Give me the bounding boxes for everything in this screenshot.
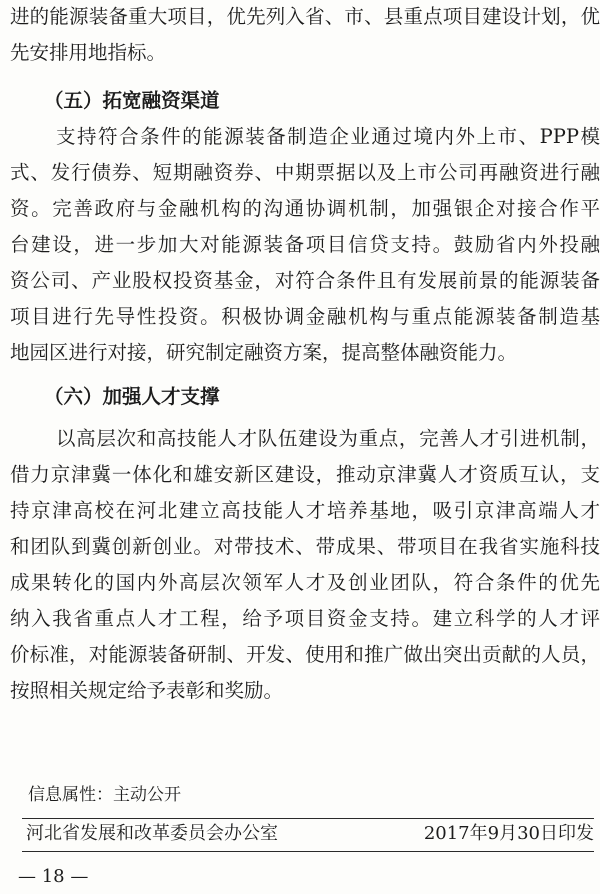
paragraph-line: 式、发行债券、短期融资券、中期票据以及上市公司再融资进行融: [10, 161, 600, 184]
paragraph-line: 先安排用地指标。: [10, 41, 167, 64]
paragraph-line: 台建设，进一步加大对能源装备项目信贷支持。鼓励省内外投融: [10, 233, 600, 256]
paragraph-line: 项目进行先导性投资。积极协调金融机构与重点能源装备制造基: [10, 305, 600, 328]
section-heading-5: （五）拓宽融资渠道: [44, 89, 220, 112]
issuing-office: 河北省发展和改革委员会办公室: [26, 823, 278, 844]
paragraph-line: 支持符合条件的能源装备制造企业通过境内外上市、PPP模: [56, 125, 600, 148]
paragraph-line: 地园区进行对接，研究制定融资方案，提高整体融资能力。: [10, 341, 518, 364]
paragraph-line: 和团队到冀创新创业。对带技术、带成果、带项目在我省实施科技: [10, 535, 600, 558]
paragraph-line: 成果转化的国内外高层次领军人才及创业团队，符合条件的优先: [10, 571, 600, 594]
footer-rule-top: [22, 818, 594, 819]
paragraph-line: 按照相关规定给予表彰和奖励。: [10, 679, 284, 702]
section-heading-6: （六）加强人才支撑: [44, 385, 220, 408]
info-attribute: 信息属性：主动公开: [28, 785, 181, 805]
paragraph-line: 纳入我省重点人才工程，给予项目资金支持。建立科学的人才评: [10, 607, 600, 630]
paragraph-line: 价标准，对能源装备研制、开发、使用和推广做出突出贡献的人员，: [10, 643, 600, 666]
paragraph-line: 借力京津冀一体化和雄安新区建设，推动京津冀人才资质互认，支: [10, 463, 600, 486]
footer-rule-bottom: [22, 851, 594, 852]
paragraph-line: 资。完善政府与金融机构的沟通协调机制，加强银企对接合作平: [10, 197, 600, 220]
paragraph-line: 资公司、产业股权投资基金，对符合条件且有发展前景的能源装备: [10, 269, 600, 292]
paragraph-line: 进的能源装备重大项目，优先列入省、市、县重点项目建设计划，优: [10, 5, 600, 28]
paragraph-line: 持京津高校在河北建立高技能人才培养基地，吸引京津高端人才: [10, 499, 600, 522]
page-number: — 18 —: [18, 866, 89, 887]
issue-date: 2017年9月30日印发: [423, 823, 594, 844]
paragraph-line: 以高层次和高技能人才队伍建设为重点，完善人才引进机制，: [56, 427, 600, 450]
